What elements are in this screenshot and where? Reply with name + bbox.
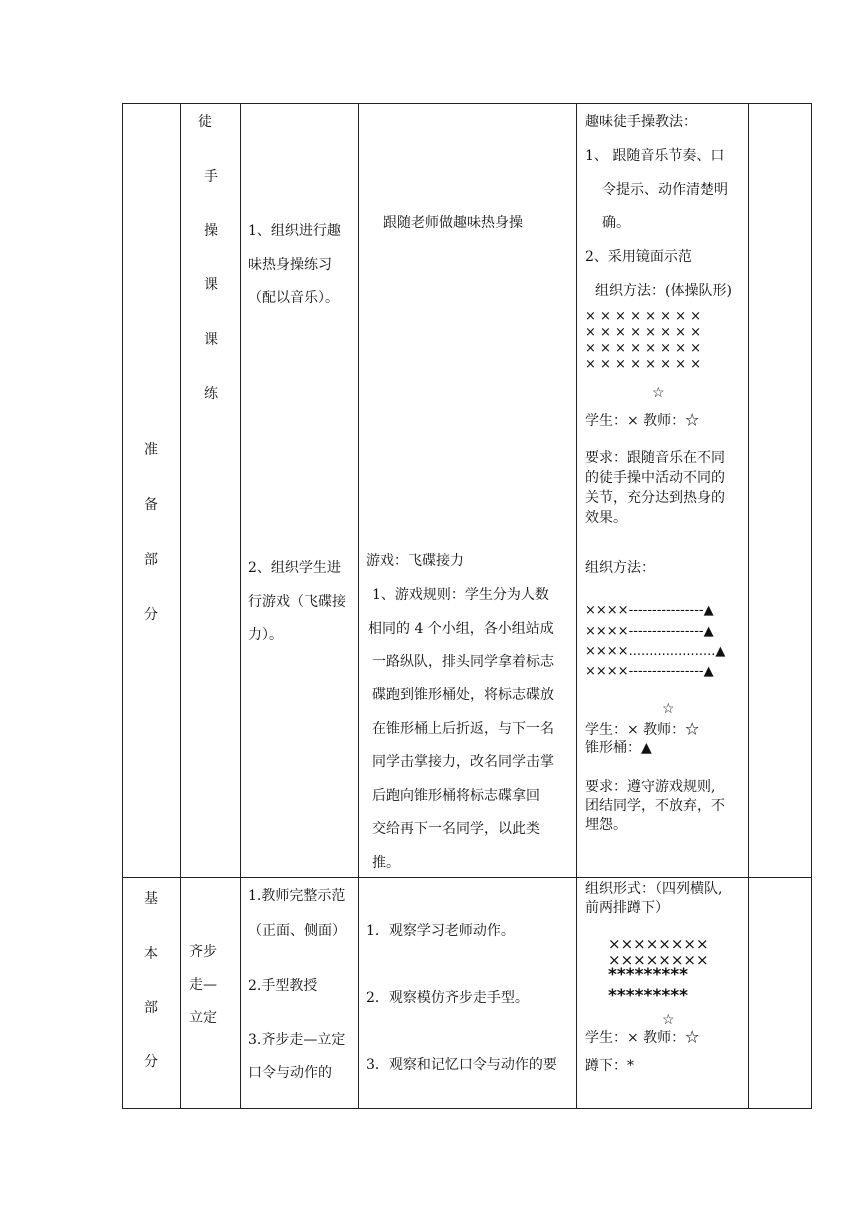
- table-row-divider: [122, 877, 812, 878]
- formation-row: × × × × × × × ×: [585, 341, 702, 356]
- teacher-star: ☆: [662, 701, 675, 717]
- table-col-divider: [748, 103, 749, 1109]
- section-label-char: 部: [144, 552, 158, 568]
- relay-row: ××××----------------▲: [585, 603, 714, 618]
- organize-text: 3.齐步走—立定: [248, 1032, 346, 1048]
- table-col-divider: [576, 103, 577, 1109]
- table-border-left: [122, 103, 123, 1109]
- section-label-char: 基: [144, 891, 158, 907]
- legend: 学生：× 教师：☆: [585, 722, 700, 738]
- student-activity-text: 1．观察学习老师动作。: [366, 923, 515, 939]
- squat-row: *********: [608, 965, 689, 985]
- requirement-line: 埋怨。: [585, 817, 627, 833]
- method-line: 确。: [602, 215, 630, 231]
- item-label-char: 课: [204, 332, 218, 348]
- game-rule-line: 同学击掌接力，改名同学击掌: [372, 754, 554, 770]
- org-method-title: 组织方法：(体操队形): [595, 283, 732, 299]
- student-activity-text: 跟随老师做趣味热身操: [383, 215, 523, 231]
- squat-row: *********: [608, 986, 689, 1006]
- item-label-char: 徒: [198, 114, 212, 130]
- table-col-divider: [240, 103, 241, 1109]
- organize-text: （配以音乐）。: [248, 290, 339, 306]
- section-label-char: 分: [144, 607, 158, 623]
- table-border-bottom: [122, 1108, 812, 1109]
- relay-row: ××××.....................▲: [585, 644, 726, 659]
- game-rule-line: 相同的 4 个小组，各小组站成: [368, 621, 554, 637]
- organize-text: 2、组织学生进: [248, 560, 341, 576]
- formation-row: ××××××××: [608, 951, 709, 969]
- section-label-char: 部: [144, 1000, 158, 1016]
- relay-row: ××××----------------▲: [585, 664, 714, 679]
- form-title: 组织形式：（四列横队,: [585, 881, 723, 897]
- legend: 学生：× 教师：☆: [585, 413, 700, 429]
- form-title: 前两排蹲下）: [585, 900, 669, 916]
- method-line: 2、采用镜面示范: [585, 249, 692, 265]
- game-rule-line: 1、游戏规则：学生分为人数: [372, 587, 549, 603]
- organize-text: 行游戏（飞碟接: [248, 594, 346, 610]
- teacher-star: ☆: [662, 1012, 675, 1028]
- item-label-char: 操: [204, 223, 218, 239]
- organize-text: 1、组织进行趣: [248, 223, 341, 239]
- organize-text: 1.教师完整示范: [248, 888, 346, 904]
- organize-text: 力）。: [248, 627, 283, 643]
- requirement-line: 要求：遵守游戏规则,: [585, 779, 716, 795]
- item-label-line: 立定: [189, 1010, 217, 1026]
- method-line: 令提示、动作清楚明: [602, 182, 728, 198]
- organize-text: （正面、侧面）: [248, 923, 346, 939]
- formation-row: ××××××××: [608, 935, 709, 953]
- section-label-char: 分: [144, 1054, 158, 1070]
- section-label-char: 准: [144, 442, 158, 458]
- formation-row: × × × × × × × ×: [585, 309, 702, 324]
- method-title: 趣味徒手操教法：: [585, 114, 697, 130]
- game-rule-line: 碟跑到锥形桶处，将标志碟放: [372, 687, 554, 703]
- table-col-divider: [180, 103, 181, 1109]
- table-border-right: [811, 103, 812, 1109]
- item-label-line: 走—: [189, 977, 217, 993]
- formation-row: × × × × × × × ×: [585, 325, 702, 340]
- game-rule-line: 在锥形桶上后折返，与下一名: [372, 721, 554, 737]
- section-label-char: 备: [144, 497, 158, 513]
- game-rule-line: 后跑向锥形桶将标志碟拿回: [372, 788, 540, 804]
- organize-text: 味热身操练习: [248, 257, 332, 273]
- student-activity-text: 2．观察模仿齐步走手型。: [366, 990, 529, 1006]
- method-line: 1、 跟随音乐节奏、口: [585, 148, 725, 164]
- formation-row: × × × × × × × ×: [585, 357, 702, 372]
- legend: 学生：× 教师：☆: [585, 1030, 700, 1046]
- section-label-char: 本: [144, 946, 158, 962]
- game-title: 游戏：飞碟接力: [366, 553, 464, 569]
- organize-text: 口令与动作的: [248, 1065, 332, 1081]
- item-label-char: 练: [204, 386, 218, 402]
- table-col-divider: [358, 103, 359, 1109]
- org-method-title: 组织方法：: [585, 560, 655, 576]
- requirement-line: 效果。: [585, 510, 627, 526]
- legend-cone: 锥形桶：▲: [585, 740, 652, 756]
- requirement-line: 的徒手操中活动不同的: [585, 470, 725, 486]
- game-rule-line: 一路纵队，排头同学拿着标志: [372, 654, 554, 670]
- relay-row: ××××----------------▲: [585, 624, 714, 639]
- item-label-char: 课: [204, 277, 218, 293]
- requirement-line: 要求：跟随音乐在不同: [585, 450, 725, 466]
- organize-text: 2.手型教授: [248, 978, 318, 994]
- game-rule-line: 交给再下一名同学，以此类: [372, 821, 540, 837]
- requirement-line: 团结同学，不放弃，不: [585, 798, 725, 814]
- requirement-line: 关节，充分达到热身的: [585, 490, 725, 506]
- game-rule-line: 推。: [372, 855, 400, 871]
- table-border-top: [122, 103, 812, 104]
- teacher-star: ☆: [652, 385, 665, 401]
- item-label-line: 齐步: [189, 944, 217, 960]
- item-label-char: 手: [204, 169, 218, 185]
- student-activity-text: 3．观察和记忆口令与动作的要: [366, 1057, 557, 1073]
- squat-legend: 蹲下：*: [585, 1058, 634, 1074]
